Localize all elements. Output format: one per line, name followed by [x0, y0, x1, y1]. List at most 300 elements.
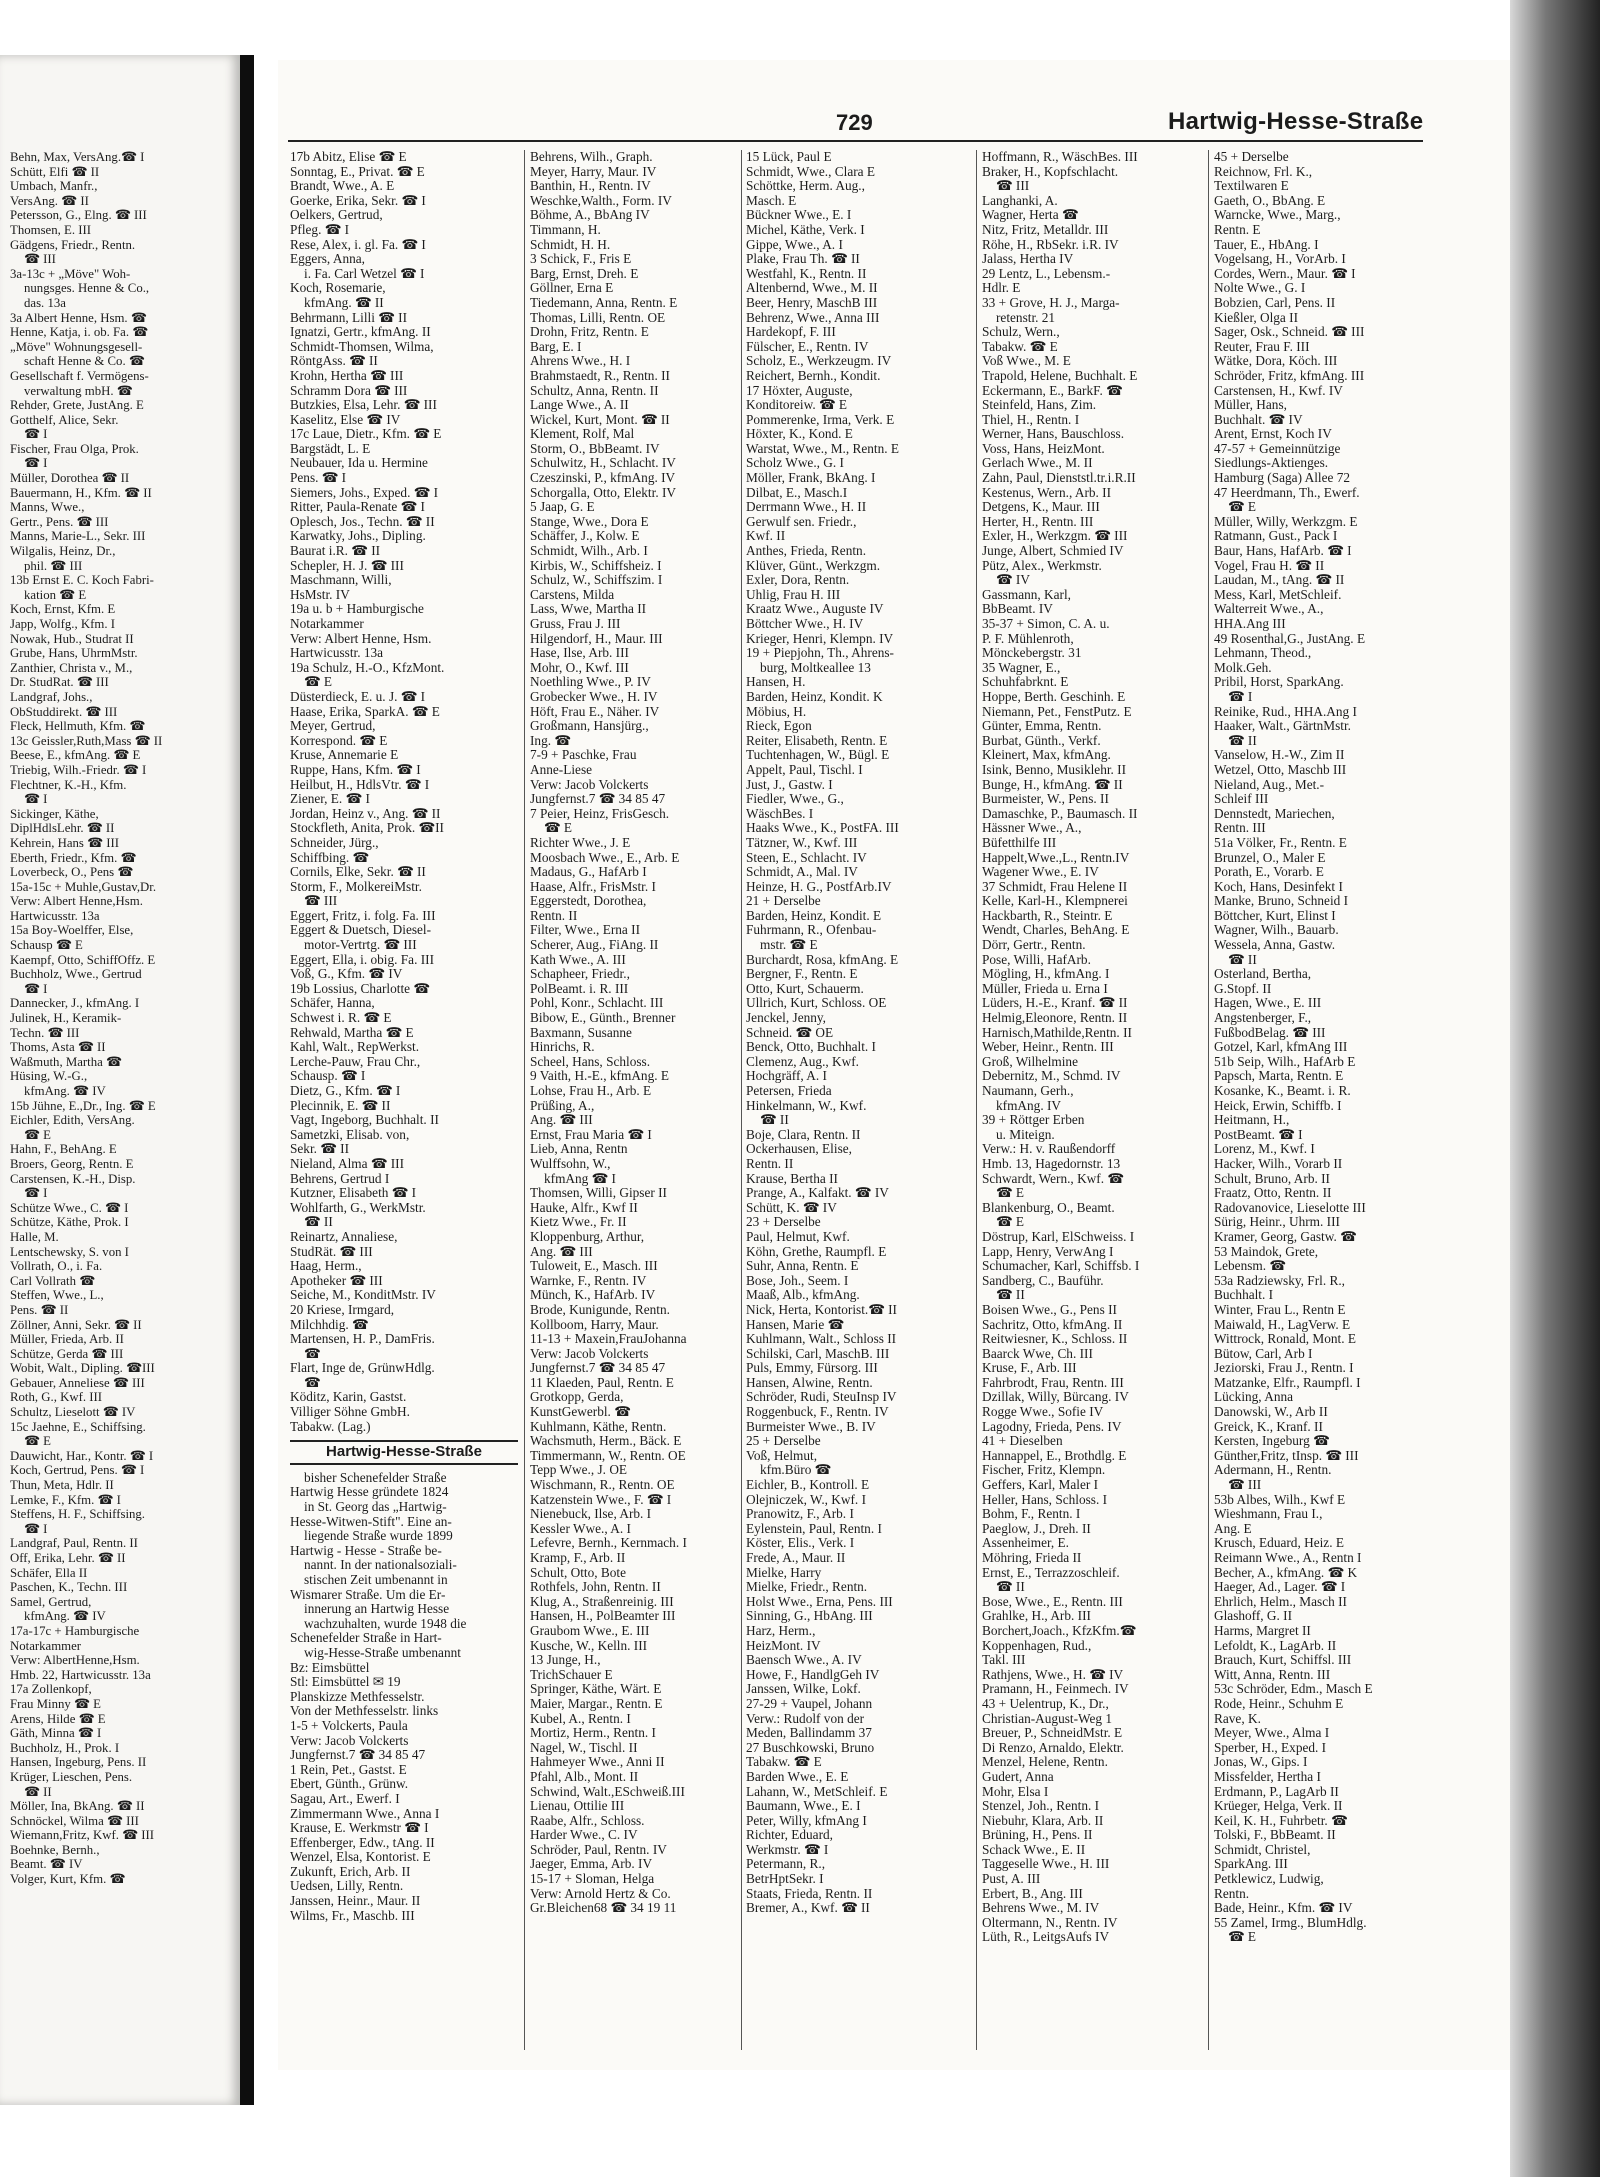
directory-entry: Schulz, W., Schiffszim. I: [530, 572, 663, 588]
directory-entry: Ignatzi, Gertr., kfmAng. II: [290, 324, 431, 340]
directory-entry: i. Fa. Carl Wetzel ☎ I: [304, 265, 425, 281]
directory-entry: Pramann, H., Feinmech. IV: [982, 1681, 1129, 1697]
directory-entry: Kutzner, Elisabeth ☎ I: [290, 1185, 417, 1201]
directory-entry: Prüßing, A.,: [530, 1097, 595, 1113]
directory-entry: Beese, E., kfmAng. ☎ E: [10, 748, 141, 763]
directory-entry: Stange, Wwe., Dora E: [530, 513, 649, 529]
directory-entry: Heilbut, H., HdlsVtr. ☎ I: [290, 776, 430, 792]
directory-entry: Dauwicht, Har., Kontr. ☎ I: [10, 1448, 154, 1463]
directory-entry: Pfahl, Alb., Mont. II: [530, 1768, 639, 1784]
directory-entry: Manns, Marie-L., Sekr. III: [10, 529, 146, 544]
directory-entry: kation ☎ E: [24, 587, 87, 602]
directory-entry: Manke, Bruno, Schneid I: [1214, 893, 1349, 909]
directory-entry: Langhanki, A.: [982, 192, 1058, 208]
directory-entry: Hilgendorf, H., Maur. III: [530, 630, 663, 646]
directory-entry: Hüsing, W.-G.,: [10, 1069, 88, 1084]
directory-entry: 7-9 + Paschke, Frau: [530, 747, 637, 763]
directory-entry: Wittrock, Ronald, Mont. E: [1214, 1331, 1357, 1347]
directory-entry: Lefevre, Bernh., Kernmach. I: [530, 1535, 687, 1551]
directory-entry: Olejniczek, W., Kwf. I: [746, 1491, 867, 1507]
directory-entry: 49 Rosenthal,G., JustAng. E: [1214, 630, 1366, 646]
directory-entry: 15a Boy-Woelffer, Else,: [10, 923, 134, 938]
directory-entry: Lücking, Anna: [1214, 1389, 1294, 1405]
directory-entry: Verw: Albert Henne, Hsm.: [290, 630, 432, 646]
directory-entry: ☎ E: [24, 1127, 51, 1142]
directory-entry: Boisen Wwe., G., Pens II: [982, 1301, 1117, 1317]
directory-entry: ☎ I: [24, 1521, 48, 1536]
directory-entry: Hansen, H.: [746, 674, 806, 690]
directory-entry: Grobecker Wwe., H. IV: [530, 688, 658, 704]
directory-entry: Pens. ☎ I: [290, 470, 347, 486]
directory-entry: Ziener, E. ☎ I: [290, 791, 370, 807]
directory-entry: 9 Vaith, H.-E., kfmAng. E: [530, 1068, 669, 1084]
directory-entry: kfmAng ☎ I: [544, 1170, 616, 1186]
directory-entry: Zahn, Paul, Dienststl.tr.i.R.II: [982, 470, 1136, 486]
directory-entry: Hoppe, Berth. Geschinh. E: [982, 688, 1126, 704]
directory-entry: ☎ I: [1228, 688, 1253, 704]
directory-entry: Paul, Helmut, Kwf.: [746, 1228, 850, 1244]
directory-entry: Schäfer, Hanna,: [290, 995, 375, 1011]
directory-entry: Jungfernst.7 ☎ 34 85 47: [290, 1747, 426, 1763]
directory-entry: 17c Laue, Dietr., Kfm. ☎ E: [290, 426, 442, 442]
directory-entry: Dr. StudRat. ☎ III: [10, 675, 109, 690]
directory-entry: ☎ E: [996, 1185, 1025, 1201]
directory-entry: Lieb, Anna, Rentn: [530, 1141, 628, 1157]
directory-entry: Lagodny, Frieda, Pens. IV: [982, 1418, 1122, 1434]
directory-entry: Voß Wwe., M. E: [982, 353, 1071, 369]
directory-entry: Cordes, Wern., Maur. ☎ I: [1214, 265, 1356, 281]
directory-entry: Höft, Frau E., Näher. IV: [530, 703, 660, 719]
directory-entry: Eichler, Edith, VersAng.: [10, 1113, 135, 1128]
directory-entry: 17a Zollenkopf,: [10, 1682, 92, 1697]
directory-entry: ☎ III: [304, 893, 338, 909]
directory-entry: 1-5 + Volckerts, Paula: [290, 1717, 408, 1733]
directory-entry: Pranowitz, F., Arb. I: [746, 1506, 854, 1522]
directory-entry: Behrmann, Lilli ☎ II: [290, 309, 408, 325]
directory-entry: Gassmann, Karl,: [982, 586, 1071, 602]
directory-entry: Wulffsohn, W.,: [530, 1155, 611, 1171]
directory-entry: Kruse, Annemarie E: [290, 747, 399, 763]
directory-entry: Rathjens, Wwe., H. ☎ IV: [982, 1666, 1124, 1682]
directory-entry: kfmAng. ☎ IV: [24, 1084, 106, 1098]
directory-entry: Tiedemann, Anna, Rentn. E: [530, 294, 678, 310]
directory-entry: Hinkelmann, W., Kwf.: [746, 1097, 867, 1113]
directory-entry: Schilski, Carl, MaschB. III: [746, 1345, 890, 1361]
directory-entry: Junge, Albert, Schmied IV: [982, 543, 1124, 559]
directory-entry: Sekr. ☎ II: [290, 1141, 350, 1157]
directory-entry: Koch, Rosemarie,: [290, 280, 386, 296]
directory-entry: Textilwaren E: [1214, 178, 1289, 194]
directory-entry: Jeziorski, Frau J., Rentn. I: [1214, 1360, 1354, 1376]
directory-entry: Timmermann, W., Rentn. OE: [530, 1447, 686, 1463]
directory-entry: Otto, Kurt, Schauerm.: [746, 980, 864, 996]
directory-entry: ☎ I: [24, 456, 48, 471]
directory-entry: Brauch, Kurt, Schiffsl. III: [1214, 1652, 1352, 1668]
directory-entry: Seiche, M., KonditMstr. IV: [290, 1287, 436, 1303]
directory-entry: Lüders, H.-E., Kranf. ☎ II: [982, 995, 1128, 1011]
directory-entry: Barden, Heinz, Kondit. E: [746, 907, 882, 923]
directory-entry: 35-37 + Simon, C. A. u.: [982, 616, 1110, 631]
directory-entry: Japp, Wolfg., Kfm. I: [10, 617, 116, 631]
directory-entry: Lentschewsky, S. von I: [10, 1244, 129, 1259]
directory-entry: 29 Lentz, L., Lebensm.-: [982, 265, 1111, 281]
directory-entry: Reimann Wwe., A., Rentn I: [1214, 1550, 1362, 1565]
directory-entry: Nieland, Alma ☎ III: [290, 1155, 405, 1171]
directory-entry: Schröder, Paul, Rentn. IV: [530, 1841, 667, 1857]
directory-entry: 13c Geissler,Ruth,Mass ☎ II: [10, 733, 163, 748]
directory-entry: Baarck Wwe, Ch. III: [982, 1345, 1093, 1361]
directory-entry: Behn, Max, VersAng.☎ I: [10, 150, 145, 164]
directory-entry: Kramer, Georg, Gastw. ☎: [1214, 1228, 1357, 1244]
directory-entry: Kessler Wwe., A. I: [530, 1520, 631, 1536]
directory-entry: Lefoldt, K., LagArb. II: [1214, 1637, 1337, 1653]
directory-entry: HHA.Ang III: [1214, 616, 1286, 631]
directory-entry: Sinning, G., HbAng. III: [746, 1608, 873, 1624]
directory-entry: Jenckel, Jenny,: [746, 1010, 827, 1026]
directory-entry: Bade, Heinr., Kfm. ☎ IV: [1214, 1900, 1353, 1916]
directory-entry: Schramm Dora ☎ III: [290, 382, 408, 398]
directory-entry: Czeszinski, P., kfmAng. IV: [530, 470, 676, 486]
directory-entry: Brode, Kunigunde, Rentn.: [530, 1301, 670, 1317]
directory-entry: Stenzel, Joh., Rentn. I: [982, 1798, 1100, 1814]
directory-entry: Laudan, M., tAng. ☎ II: [1214, 572, 1345, 588]
directory-entry: Schmidt, Christel,: [1214, 1841, 1311, 1857]
directory-entry: Bohm, F., Rentn. I: [982, 1506, 1081, 1522]
directory-entry: Damaschke, P., Baumasch. II: [982, 805, 1138, 821]
directory-entry: Exler, Dora, Rentn.: [746, 572, 850, 588]
directory-entry: Ang. E: [1214, 1520, 1252, 1536]
street-description: [290, 1471, 518, 1705]
directory-entry: Hässner Wwe., A.,: [982, 820, 1082, 836]
directory-entry: Warstat, Wwe., M., Rentn. E: [746, 440, 900, 456]
directory-entry: Witt, Anna, Rentn. III: [1214, 1666, 1331, 1682]
directory-entry: Thomas, Lilli, Rentn. OE: [530, 309, 666, 325]
directory-entry: ☎ II: [1228, 951, 1257, 967]
directory-entry: Wiemann,Fritz, Kwf. ☎ III: [10, 1828, 155, 1843]
directory-entry: Kelle, Karl-H., Klempnerei: [982, 893, 1128, 909]
directory-entry: Koch, Ernst, Kfm. E: [10, 602, 116, 617]
directory-entry: Bremer, A., Kwf. ☎ II: [746, 1900, 870, 1916]
directory-entry: Jaeger, Emma, Arb. IV: [530, 1856, 653, 1872]
directory-entry: Katzenstein Wwe., F. ☎ I: [530, 1491, 672, 1507]
column-divider: [524, 150, 525, 2050]
directory-entry: Müller, Hans,: [1214, 397, 1287, 413]
directory-entry: Apotheker ☎ III: [290, 1272, 383, 1288]
directory-entry: verwaltung mbH. ☎: [24, 383, 133, 398]
directory-entry: Harder Wwe., C. IV: [530, 1827, 638, 1843]
directory-entry: VersAng. ☎ II: [10, 193, 89, 208]
directory-entry: Brunzel, O., Maler E: [1214, 849, 1326, 865]
directory-entry: wachzuhalten, wurde 1948 die: [304, 1615, 467, 1631]
directory-entry: Steinfeld, Hans, Zim.: [982, 397, 1097, 413]
directory-entry: 17a-17c + Hamburgische: [10, 1623, 140, 1638]
directory-entry: G.Stopf. II: [1214, 980, 1272, 996]
directory-entry: SparkAng. III: [1214, 1856, 1288, 1872]
directory-entry: Barden Wwe., E. E: [746, 1768, 849, 1784]
directory-entry: Michel, Käthe, Verk. I: [746, 221, 865, 237]
directory-entry: Vollrath, O., i. Fa.: [10, 1259, 103, 1274]
directory-entry: Buchholz, Wwe., Gertrud: [10, 967, 142, 982]
directory-entry: Carstensen, K.-H., Disp.: [10, 1171, 136, 1186]
directory-entry: Müller, Frieda u. Erna I: [982, 980, 1108, 996]
directory-entry: 13 Junge, H.,: [530, 1652, 601, 1668]
directory-entry: Kosanke, K., Beamt. i. R.: [1214, 1083, 1351, 1098]
directory-entry: Adermann, H., Rentn.: [1214, 1462, 1332, 1478]
directory-entry: Verw: Albert Henne,Hsm.: [10, 894, 143, 909]
column-1-entries-cont: [290, 1704, 518, 1923]
directory-entry: Meden, Ballindamm 37: [746, 1725, 872, 1741]
directory-entry: 11-13 + Maxein,FrauJohanna: [530, 1331, 687, 1347]
directory-entry: Verw.: Rudolf von der: [746, 1710, 865, 1726]
directory-entry: Scheel, Hans, Schloss.: [530, 1053, 651, 1069]
directory-entry: Buchhalt. I: [1214, 1287, 1274, 1303]
directory-entry: Fuhrmann, R., Ofenbau-: [746, 922, 877, 938]
directory-entry: Kloppenburg, Arthur,: [530, 1228, 645, 1244]
directory-entry: Benck, Otto, Buchhalt. I: [746, 1039, 876, 1055]
directory-entry: Harnisch,Mathilde,Rentn. II: [982, 1024, 1132, 1040]
directory-entry: Mönckebergstr. 31: [982, 645, 1082, 661]
directory-entry: 15a-15c + Muhle,Gustav,Dr.: [10, 879, 157, 894]
directory-entry: Goerke, Erika, Sekr. ☎ I: [290, 192, 426, 208]
directory-entry: Maaß, Alb., kfmAng.: [746, 1287, 860, 1303]
directory-entry: ☎ E: [1228, 1929, 1257, 1945]
directory-entry: Thiel, H., Rentn. I: [982, 411, 1080, 427]
directory-entry: 15 Lück, Paul E: [746, 150, 832, 164]
directory-entry: Stockfleth, Anita, Prok. ☎II: [290, 820, 444, 836]
directory-entry: Burmeister Wwe., B. IV: [746, 1418, 876, 1434]
directory-entry: Janssen, Heinr., Maur. II: [290, 1893, 421, 1909]
directory-entry: Kusche, W., Kelln. III: [530, 1637, 648, 1653]
directory-entry: Kleinert, Max, kfmAng.: [982, 747, 1111, 763]
directory-entry: Köhn, Grethe, Raumpfl. E: [746, 1243, 887, 1259]
directory-entry: 33 + Grove, H. J., Marga-: [982, 294, 1120, 310]
directory-entry: Oelkers, Gertrud,: [290, 207, 383, 223]
directory-entry: Gerlach Wwe., M. II: [982, 455, 1093, 471]
directory-entry: Schütt, Elfi ☎ II: [10, 164, 100, 179]
directory-entry: Mohr, O., Kwf. III: [530, 659, 629, 675]
directory-entry: ☎ III: [1228, 1477, 1262, 1493]
directory-entry: 19a Schulz, H.-O., KfzMont.: [290, 659, 445, 675]
directory-entry: Rothfels, John, Rentn. II: [530, 1579, 661, 1595]
directory-entry: Reichert, Bernh., Kondit.: [746, 367, 881, 383]
directory-entry: Matzanke, Elfr., Raumpfl. I: [1214, 1374, 1361, 1390]
directory-entry: Klug, A., Straßenreinig. III: [530, 1593, 674, 1609]
directory-entry: burg, Moltkeallee 13: [760, 659, 871, 675]
directory-entry: Mielke, Friedr., Rentn.: [746, 1579, 868, 1595]
directory-entry: Wessela, Anna, Gastw.: [1214, 937, 1336, 953]
directory-entry: Heick, Erwin, Schiffb. I: [1214, 1097, 1342, 1113]
column-1: [290, 150, 518, 1923]
directory-entry: Ritter, Paula-Renate ☎ I: [290, 499, 425, 515]
column-divider: [1208, 150, 1209, 2050]
directory-entry: 19a u. b + Hamburgische: [290, 601, 424, 617]
directory-entry: ☎ I: [24, 981, 48, 996]
directory-entry: Springer, Käthe, Wärt. E: [530, 1681, 662, 1697]
directory-entry: 15c Jaehne, E., Schiffsing.: [10, 1419, 146, 1434]
directory-entry: Schuhfabrknt. E: [982, 674, 1069, 690]
directory-entry: Takl. III: [982, 1652, 1026, 1668]
directory-entry: Verw: Arnold Hertz & Co.: [530, 1885, 671, 1901]
directory-entry: Ang. ☎ III: [530, 1243, 593, 1259]
directory-entry: Voß, Helmut,: [746, 1447, 818, 1463]
directory-entry: Noethling Wwe., P. IV: [530, 674, 651, 690]
directory-entry: Peter, Willy, kfmAng I: [746, 1812, 867, 1828]
directory-entry: kfm.Büro ☎: [760, 1462, 832, 1478]
directory-entry: Schapheer, Friedr.,: [530, 966, 630, 982]
directory-entry: Tabakw. ☎ E: [982, 338, 1058, 354]
column-2: [530, 150, 740, 1916]
directory-entry: Pust, A. III: [982, 1871, 1041, 1887]
directory-entry: Gruss, Frau J. III: [530, 616, 621, 631]
directory-entry: Uhlig, Frau H. III: [746, 586, 841, 602]
directory-entry: Oltermann, N., Rentn. IV: [982, 1914, 1118, 1930]
directory-entry: Lahann, W., MetSchleif. E: [746, 1783, 888, 1799]
directory-entry: 23 + Derselbe: [746, 1214, 821, 1230]
directory-entry: kfmAng. ☎ II: [304, 294, 384, 310]
directory-entry: Hansen, H., PolBeamter III: [530, 1608, 676, 1624]
directory-entry: Kramp, F., Arb. II: [530, 1550, 626, 1565]
directory-entry: Eggers, Anna,: [290, 251, 365, 267]
directory-entry: Haeger, Ad., Lager. ☎ I: [1214, 1579, 1346, 1595]
directory-entry: Möbius, H.: [746, 703, 807, 719]
directory-entry: in St. Georg das „Hartwig-: [304, 1499, 447, 1515]
directory-entry: Wetzel, Otto, Maschb III: [1214, 761, 1347, 777]
directory-entry: Fiedler, Wwe., G.,: [746, 791, 844, 807]
directory-entry: Masch. E: [746, 192, 797, 208]
directory-entry: HsMstr. IV: [290, 586, 350, 602]
directory-entry: Schmidt, A., Mal. IV: [746, 864, 858, 880]
directory-entry: Pütz, Alex., Werkmstr.: [982, 557, 1102, 573]
directory-entry: Heller, Hans, Schloss. I: [982, 1491, 1108, 1507]
directory-entry: Scholz Wwe., G. I: [746, 455, 844, 471]
directory-entry: Thun, Meta, Hdlr. II: [10, 1478, 114, 1493]
directory-entry: Hahn, F., BehAng. E: [10, 1142, 117, 1157]
directory-entry: Schumacher, Karl, Schiffsb. I: [982, 1258, 1140, 1274]
directory-entry: Hacker, Wilh., Vorarb II: [1214, 1155, 1343, 1171]
directory-entry: wig-Hesse-Straße umbenannt: [304, 1644, 461, 1660]
directory-entry: Assenheimer, E.: [982, 1535, 1069, 1551]
directory-entry: Schwardt, Wern., Kwf. ☎: [982, 1170, 1124, 1186]
directory-entry: P. F. Mühlenroth,: [982, 630, 1074, 646]
directory-entry: Frede, A., Maur. II: [746, 1550, 846, 1565]
directory-entry: Kestenus, Wern., Arb. II: [982, 484, 1112, 500]
directory-entry: Carstens, Milda: [530, 586, 615, 602]
directory-entry: Petersson, G., Elng. ☎ III: [10, 208, 147, 223]
directory-entry: Mess, Karl, MetSchleif.: [1214, 586, 1342, 602]
directory-entry: „Möve" Wohnungsgesell-: [10, 339, 143, 354]
directory-entry: ☎ II: [1228, 732, 1257, 748]
directory-entry: ☎ III: [24, 252, 56, 267]
directory-entry: Brüning, H., Pens. II: [982, 1827, 1093, 1843]
directory-entry: Wachsmuth, Herm., Bäck. E: [530, 1433, 682, 1449]
directory-entry: WäschBes. I: [746, 805, 814, 821]
directory-entry: Rode, Heinr., Schuhm E: [1214, 1695, 1344, 1711]
directory-entry: Plecinnik, E. ☎ II: [290, 1097, 391, 1113]
directory-entry: Erbert, B., Ang. III: [982, 1885, 1083, 1901]
directory-entry: Wismarer Straße. Um die Er-: [290, 1586, 446, 1602]
directory-entry: Rese, Alex, i. gl. Fa. ☎ I: [290, 236, 426, 252]
directory-entry: Rieck, Egon: [746, 718, 812, 734]
directory-entry: Schwind, Walt.,ESchweiß.III: [530, 1783, 685, 1799]
directory-entry: ObStuddirekt. ☎ III: [10, 704, 118, 719]
directory-entry: Krause, E. Werkmstr ☎ I: [290, 1820, 429, 1836]
directory-entry: 1 Rein, Pet., Gastst. E: [290, 1761, 407, 1777]
directory-entry: 39 + Röttger Erben: [982, 1112, 1085, 1128]
directory-entry: Tätzner, W., Kwf. III: [746, 834, 858, 850]
directory-entry: u. Miteign.: [996, 1126, 1055, 1142]
directory-entry: Keil, K. H., Fuhrbetr. ☎: [1214, 1812, 1348, 1828]
directory-entry: Lebensm. ☎: [1214, 1258, 1286, 1274]
directory-entry: Möhring, Frieda II: [982, 1550, 1082, 1565]
directory-entry: Sagau, Art., Ewerf. I: [290, 1790, 400, 1806]
directory-entry: Sonntag, E., Privat. ☎ E: [290, 163, 425, 179]
directory-entry: Suhr, Anna, Rentn. E: [746, 1258, 859, 1274]
directory-entry: Höxter, K., Kond. E: [746, 426, 853, 442]
directory-entry: Flart, Inge de, GrünwHdlg.: [290, 1360, 435, 1376]
directory-entry: ☎: [304, 1345, 321, 1361]
directory-entry: Neubauer, Ida u. Hermine: [290, 455, 428, 471]
directory-entry: Schulwitz, H., Schlacht. IV: [530, 455, 676, 471]
directory-entry: Graubom Wwe., E. III: [530, 1622, 650, 1638]
directory-entry: Becher, A., kfmAng. ☎ K: [1214, 1564, 1358, 1580]
directory-entry: Wagner, Wilh., Bauarb.: [1214, 922, 1339, 938]
directory-entry: Hoffmann, R., WäschBes. III: [982, 150, 1138, 164]
directory-entry: Naumann, Gerh.,: [982, 1083, 1074, 1098]
directory-entry: Burbat, Günth., Verkf.: [982, 732, 1101, 748]
directory-entry: Schäfer, Ella II: [10, 1565, 88, 1580]
directory-entry: Wendt, Charles, BehAng. E: [982, 922, 1130, 938]
directory-entry: Haaks Wwe., K., PostFA. III: [746, 820, 899, 836]
directory-entry: Rentn.: [1214, 1885, 1250, 1901]
directory-entry: Westfahl, K., Rentn. II: [746, 265, 867, 281]
directory-entry: Krause, Bertha II: [746, 1170, 838, 1186]
directory-entry: Burchardt, Rosa, kfmAng. E: [746, 951, 899, 967]
directory-entry: Porath, E., Vorarb. E: [1214, 864, 1324, 880]
directory-entry: Ang. ☎ III: [530, 1112, 593, 1128]
directory-entry: Just, J., Gastw. I: [746, 776, 833, 792]
directory-entry: Müller, Dorothea ☎ II: [10, 471, 130, 486]
directory-entry: 5 Jaap, G. E: [530, 499, 595, 515]
directory-entry: Kuhlmann, Käthe, Rentn.: [530, 1418, 667, 1434]
directory-entry: Helmig,Eleonore, Rentn. II: [982, 1010, 1128, 1026]
directory-entry: Schmidt, H. H.: [530, 236, 611, 252]
directory-entry: Triebig, Wilh.-Friedr. ☎ I: [10, 762, 147, 777]
directory-entry: Schepler, H. J. ☎ III: [290, 557, 404, 573]
directory-entry: 3a-13c + „Möve" Woh-: [10, 266, 131, 281]
directory-entry: Nienebuck, Ilse, Arb. I: [530, 1506, 652, 1522]
directory-entry: Kraatz Wwe., Auguste IV: [746, 601, 884, 617]
directory-entry: Hartwicusstr. 13a: [290, 645, 384, 661]
directory-entry: Di Renzo, Arnaldo, Elektr.: [982, 1739, 1124, 1755]
left-page-column: [10, 150, 235, 1887]
directory-entry: Rentn. E: [1214, 221, 1261, 237]
directory-entry: Reinartz, Annaliese,: [290, 1228, 398, 1244]
directory-entry: Schulz, Wern.,: [982, 324, 1060, 340]
directory-entry: Schneider, Jürg.,: [290, 834, 379, 850]
directory-entry: Timmann, H.: [530, 221, 601, 237]
directory-entry: 15-17 + Sloman, Helga: [530, 1871, 655, 1887]
directory-entry: Lüth, R., LeitgsAufs IV: [982, 1929, 1110, 1945]
directory-entry: Barg, Ernst, Dreh. E: [530, 265, 639, 281]
directory-entry: Petersen, Frieda: [746, 1083, 832, 1098]
directory-entry: Müller, Frieda, Arb. II: [10, 1332, 124, 1347]
directory-entry: Reichnow, Frl. K.,: [1214, 163, 1313, 179]
directory-entry: Groß, Wilhelmine: [982, 1053, 1078, 1069]
directory-entry: Wickel, Kurt, Mont. ☎ II: [530, 411, 670, 427]
directory-entry: Schröder, Fritz, kfmAng. III: [1214, 367, 1365, 383]
directory-entry: Ratmann, Gust., Pack I: [1214, 528, 1338, 544]
directory-entry: Waßmuth, Martha ☎: [10, 1054, 122, 1069]
